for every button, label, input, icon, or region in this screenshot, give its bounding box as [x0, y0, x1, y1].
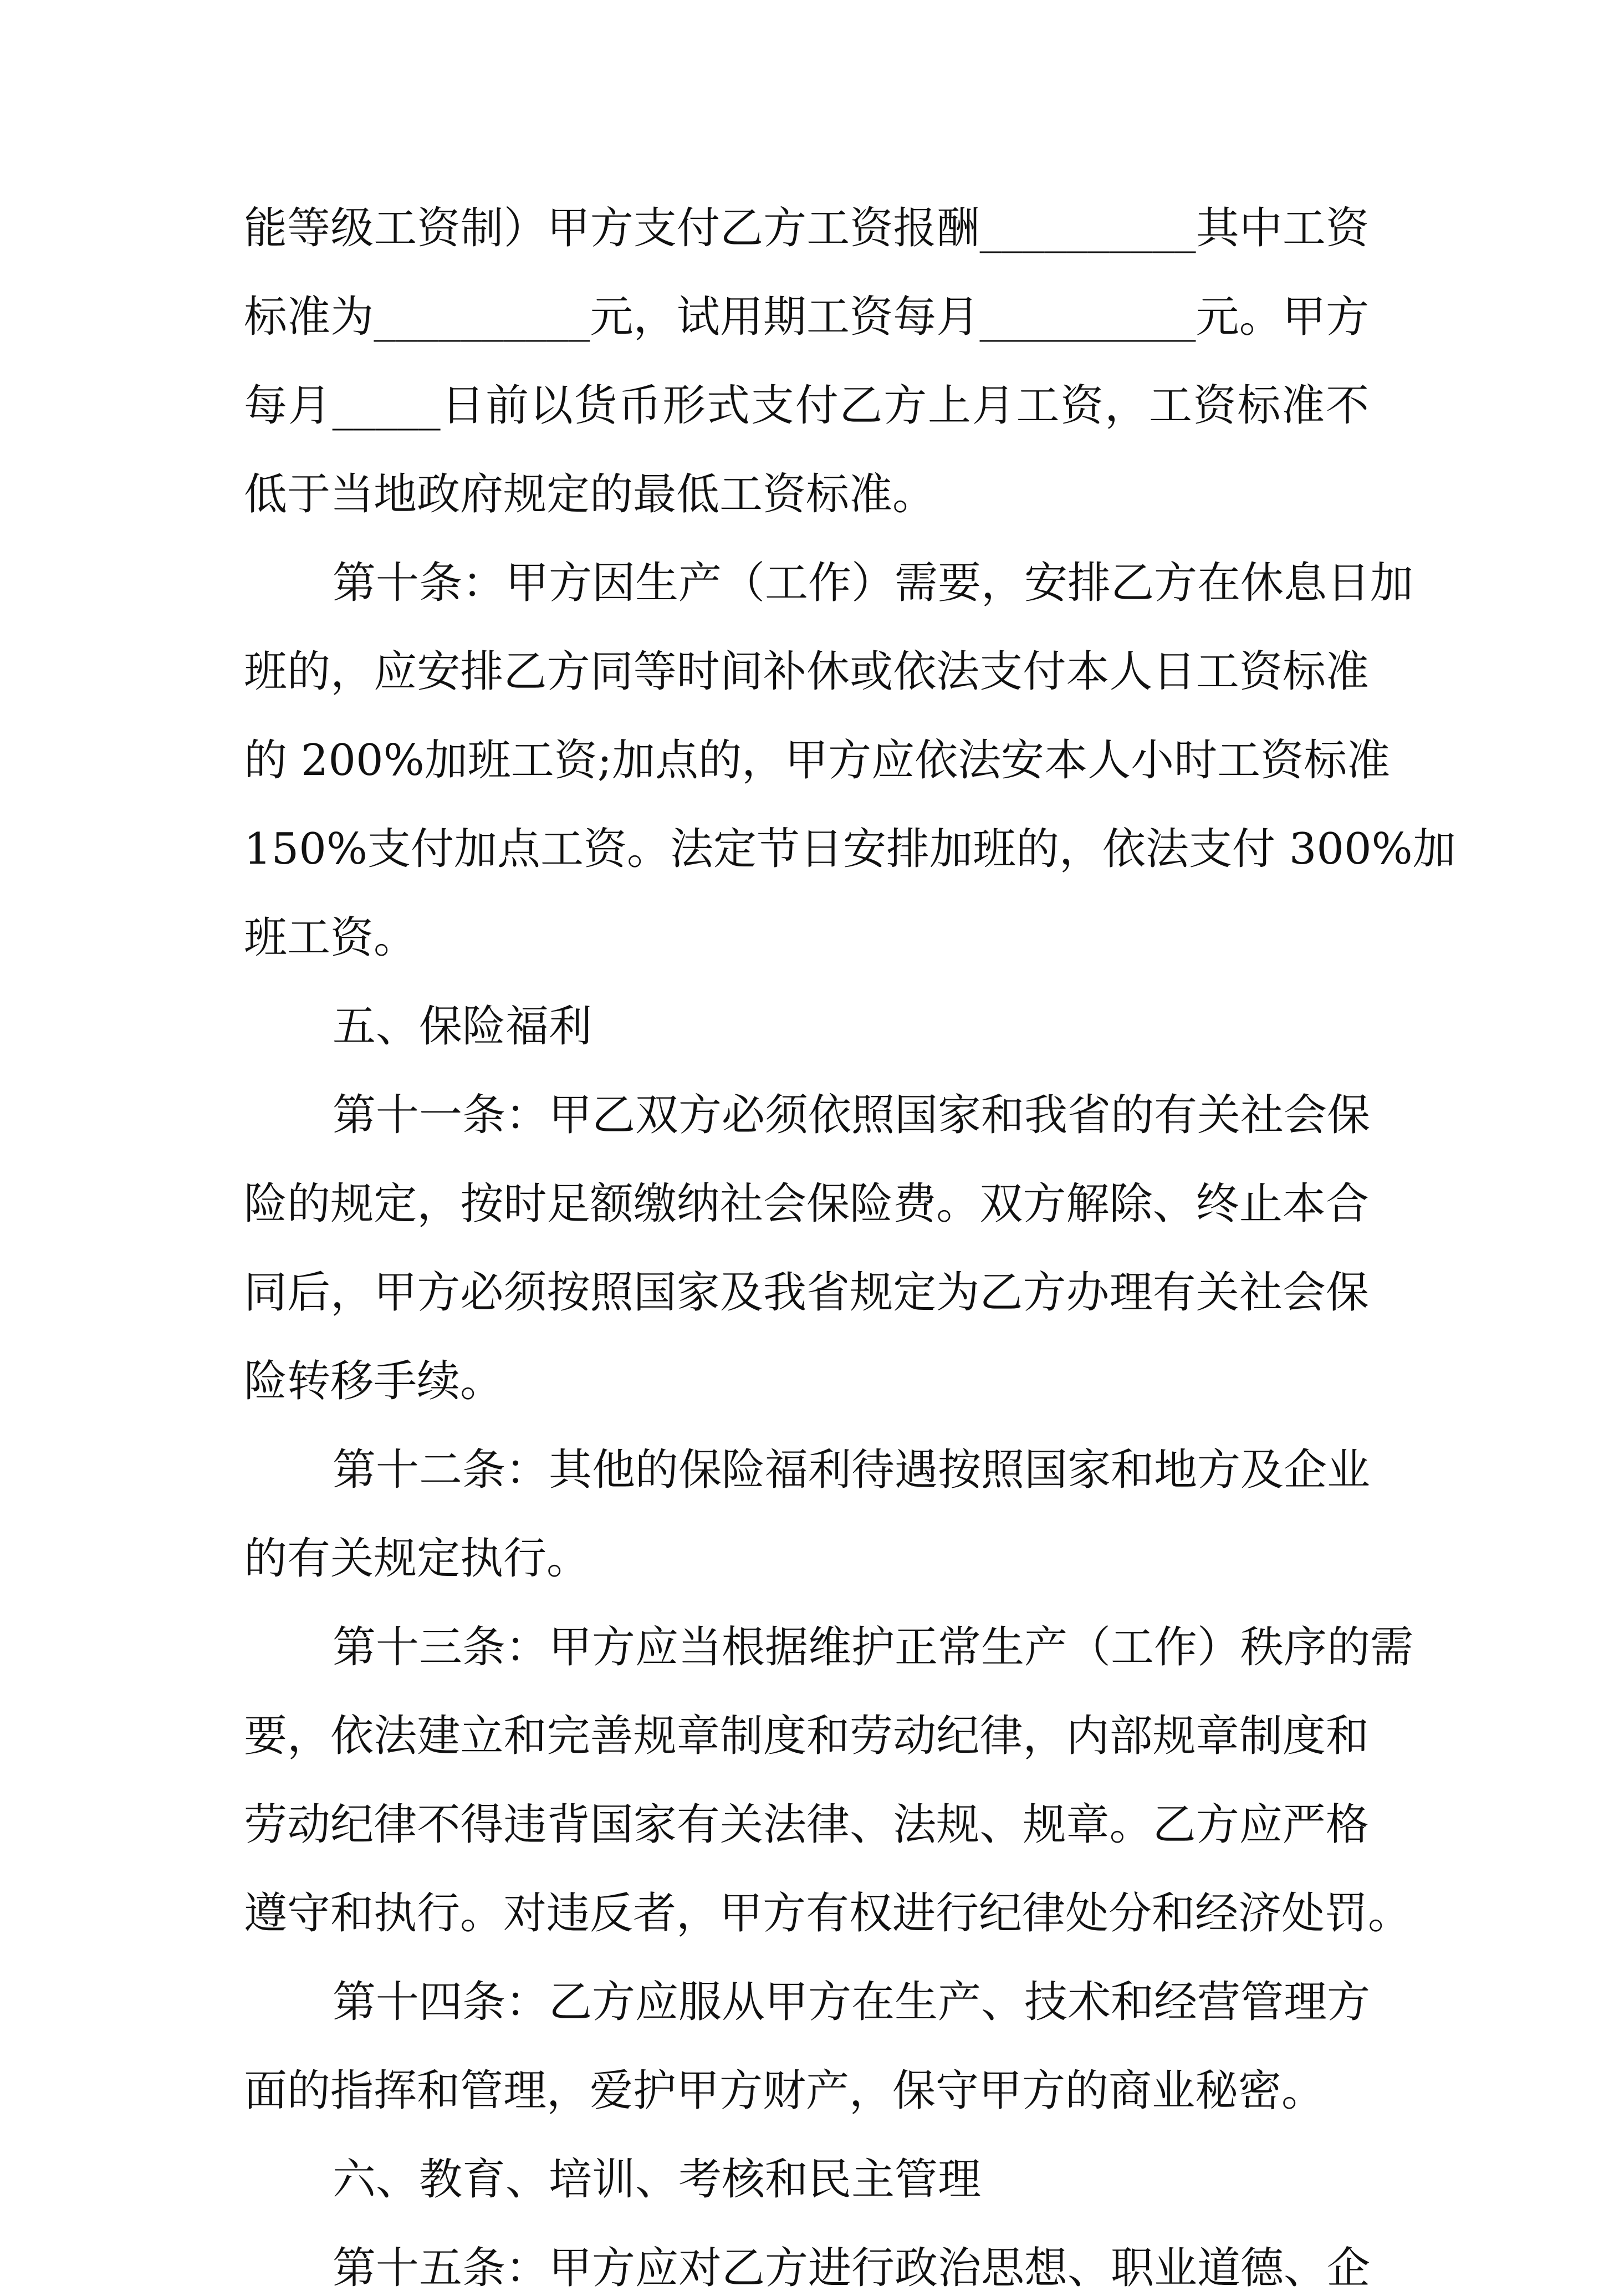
paragraph-line: 面的指挥和管理，爱护甲方财产，保守甲方的商业秘密。 [244, 2066, 1325, 2116]
article-15-first-line: 第十五条：甲方应对乙方进行政治思想、职业道德、企 [333, 2243, 1371, 2293]
article-12-first-line: 第十二条：其他的保险福利待遇按照国家和地方及企业 [333, 1445, 1371, 1495]
section-heading-education: 六、教育、培训、考核和民主管理 [333, 2155, 982, 2205]
paragraph-line: 班的，应安排乙方同等时间补休或依法支付本人日工资标准 [244, 647, 1369, 697]
paragraph-line: 遵守和执行。对违反者，甲方有权进行纪律处分和经济处罚。 [244, 1889, 1412, 1938]
paragraph-line: 同后，甲方必须按照国家及我省规定为乙方办理有关社会保 [244, 1268, 1369, 1318]
paragraph-line: 险的规定，按时足额缴纳社会保险费。双方解除、终止本合 [244, 1179, 1369, 1229]
paragraph-line: 每月_____日前以货币形式支付乙方上月工资，工资标准不 [244, 381, 1369, 431]
paragraph-line: 能等级工资制）甲方支付乙方工资报酬__________其中工资 [244, 203, 1369, 253]
paragraph-line: 的 200%加班工资;加点的，甲方应依法安本人小时工资标准 [244, 736, 1391, 785]
section-heading-insurance: 五、保险福利 [333, 1002, 592, 1052]
article-13-first-line: 第十三条：甲方应当根据维护正常生产（工作）秩序的需 [333, 1622, 1414, 1672]
article-14-first-line: 第十四条：乙方应服从甲方在生产、技术和经营管理方 [333, 1977, 1371, 2027]
article-10-first-line: 第十条：甲方因生产（工作）需要，安排乙方在休息日加 [333, 558, 1414, 608]
paragraph-line: 标准为__________元，试用期工资每月__________元。甲方 [244, 292, 1369, 342]
paragraph-line: 劳动纪律不得违背国家有关法律、法规、规章。乙方应严格 [244, 1800, 1369, 1850]
article-11-first-line: 第十一条：甲乙双方必须依照国家和我省的有关社会保 [333, 1090, 1371, 1140]
paragraph-line: 低于当地政府规定的最低工资标准。 [244, 470, 936, 519]
paragraph-line: 150%支付加点工资。法定节日安排加班的，依法支付 300%加 [244, 824, 1456, 874]
paragraph-line: 的有关规定执行。 [244, 1534, 590, 1584]
paragraph-line: 要，依法建立和完善规章制度和劳动纪律，内部规章制度和 [244, 1711, 1369, 1761]
paragraph-line: 班工资。 [244, 913, 417, 963]
paragraph-line: 险转移手续。 [244, 1356, 504, 1406]
